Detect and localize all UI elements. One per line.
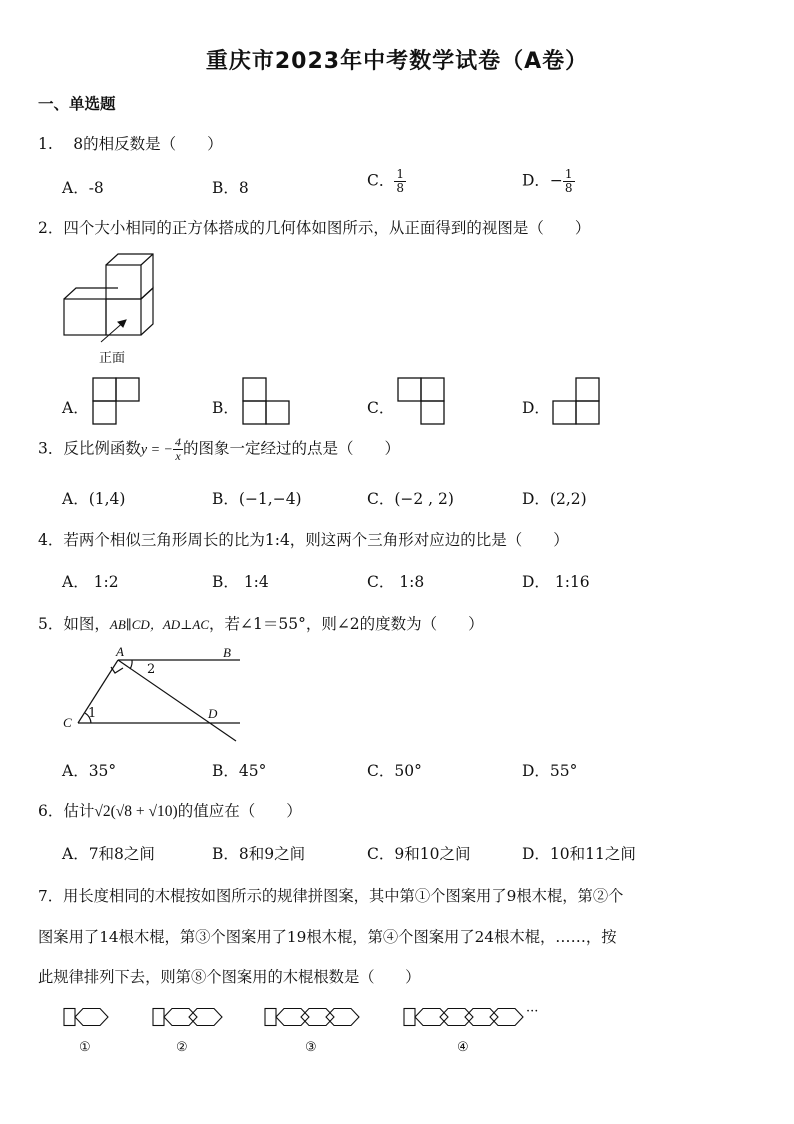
q3-prefix: 3．反比例函数 <box>38 439 141 458</box>
q5-geometry-figure <box>60 643 242 745</box>
q7-pattern-1 <box>64 1009 108 1026</box>
q3-option-a[interactable]: A．(1,4) <box>62 490 126 508</box>
section-heading: 一、单选题 <box>38 95 116 113</box>
q1-option-d-fraction <box>563 168 575 195</box>
fraction-numerator: 4 <box>174 435 181 449</box>
q1-option-c[interactable] <box>367 168 406 195</box>
q2-option-c-view <box>397 377 445 425</box>
q5-option-b[interactable]: B．45° <box>212 762 267 780</box>
question-2-stem: 2．四个大小相同的正方体搭成的几何体如图所示，从正面得到的视图是（ ） <box>38 219 591 237</box>
q2-option-a-label[interactable]: A． <box>62 399 89 417</box>
q1-option-b[interactable]: B．8 <box>212 179 249 197</box>
q5-option-a[interactable]: A．35° <box>62 762 117 780</box>
fraction-denominator: 8 <box>564 181 573 195</box>
q2-option-d-label[interactable]: D． <box>522 399 550 417</box>
q7-ellipsis: ··· <box>526 1004 539 1019</box>
q1-option-d[interactable] <box>522 168 575 195</box>
q2-cube-figure <box>56 250 166 350</box>
q1-option-c-prefix: C． <box>367 171 395 190</box>
q2-option-a-view <box>92 377 140 425</box>
question-5-stem <box>38 612 484 634</box>
question-4-stem: 4．若两个相似三角形周长的比为1:4，则这两个三角形对应边的比是（ ） <box>38 531 569 549</box>
q2-front-label: 正面 <box>99 351 126 366</box>
q4-option-c[interactable]: C． 1:8 <box>367 573 425 591</box>
question-6-stem <box>38 799 302 821</box>
q4-option-a[interactable]: A． 1:2 <box>62 573 119 591</box>
q5-point-b: B <box>223 645 231 660</box>
q7-label-4: ④ <box>457 1040 469 1055</box>
q1-option-a[interactable]: A．-8 <box>62 179 104 197</box>
question-7-line-3: 此规律排列下去，则第⑧个图案用的木棍根数是（ ） <box>38 968 421 986</box>
q6-expression: √2(√8 + √10) <box>94 803 178 820</box>
q3-option-b[interactable]: B．(−1,−4) <box>212 490 302 508</box>
question-1-stem: 1. 8的相反数是（ ） <box>38 135 223 153</box>
q7-label-2: ② <box>176 1040 188 1055</box>
q5-stem-end: ，若∠1＝55°，则∠2的度数为（ ） <box>209 615 484 633</box>
q2-option-d-view <box>552 377 600 425</box>
q6-prefix: 6．估计 <box>38 802 95 820</box>
q2-option-b-label[interactable]: B． <box>212 399 239 417</box>
q5-angle-2: 2 <box>147 662 156 677</box>
q5-stem-start: 5．如图， <box>38 615 110 633</box>
q4-option-d[interactable]: D． 1:16 <box>522 573 590 591</box>
q7-pattern-4 <box>404 1009 523 1026</box>
q3-function-lhs: y = − <box>140 442 173 458</box>
q7-label-1: ① <box>79 1040 91 1055</box>
q6-option-b[interactable]: B．8和9之间 <box>212 845 306 863</box>
question-7-line-1: 7．用长度相同的木棍按如图所示的规律拼图案，其中第①个图案用了9根木棍，第②个 <box>38 887 624 905</box>
fraction-denominator: x <box>175 449 181 463</box>
q1-option-d-prefix: D．− <box>522 171 563 190</box>
q5-point-a: A <box>116 644 124 659</box>
q5-option-d[interactable]: D．55° <box>522 762 578 780</box>
q5-angle-1: 1 <box>88 706 97 721</box>
q6-option-d[interactable]: D．10和11之间 <box>522 845 636 863</box>
page-title: 重庆市2023年中考数学试卷（A卷） <box>205 49 589 74</box>
question-7-line-2: 图案用了14根木棍，第③个图案用了19根木棍，第④个图案用了24根木棍，……，按 <box>38 928 617 946</box>
q7-pattern-3 <box>265 1009 359 1026</box>
question-3-stem <box>38 436 400 463</box>
q3-function-fraction <box>173 436 183 463</box>
q1-option-c-fraction <box>394 168 406 195</box>
q2-option-b-view <box>242 377 290 425</box>
q3-suffix: 的图象一定经过的点是（ ） <box>182 439 400 458</box>
q6-option-c[interactable]: C．9和10之间 <box>367 845 471 863</box>
q6-option-a[interactable]: A．7和8之间 <box>62 845 155 863</box>
q5-point-c: C <box>63 715 72 730</box>
q5-point-d: D <box>208 706 218 721</box>
q3-option-d[interactable]: D．(2,2) <box>522 490 587 508</box>
fraction-numerator: 1 <box>396 167 405 181</box>
q7-label-3: ③ <box>305 1040 317 1055</box>
q3-option-c[interactable]: C．(−2 , 2) <box>367 490 454 508</box>
q5-option-c[interactable]: C．50° <box>367 762 422 780</box>
q4-option-b[interactable]: B． 1:4 <box>212 573 269 591</box>
fraction-denominator: 8 <box>396 181 405 195</box>
q7-pattern-figures <box>0 1000 560 1040</box>
q6-suffix: 的值应在（ ） <box>177 802 302 820</box>
q5-condition: AB∥CD，AD⊥AC <box>109 617 209 632</box>
q2-option-c-label[interactable]: C． <box>367 399 395 417</box>
q7-pattern-2 <box>153 1009 222 1026</box>
fraction-numerator: 1 <box>564 167 573 181</box>
